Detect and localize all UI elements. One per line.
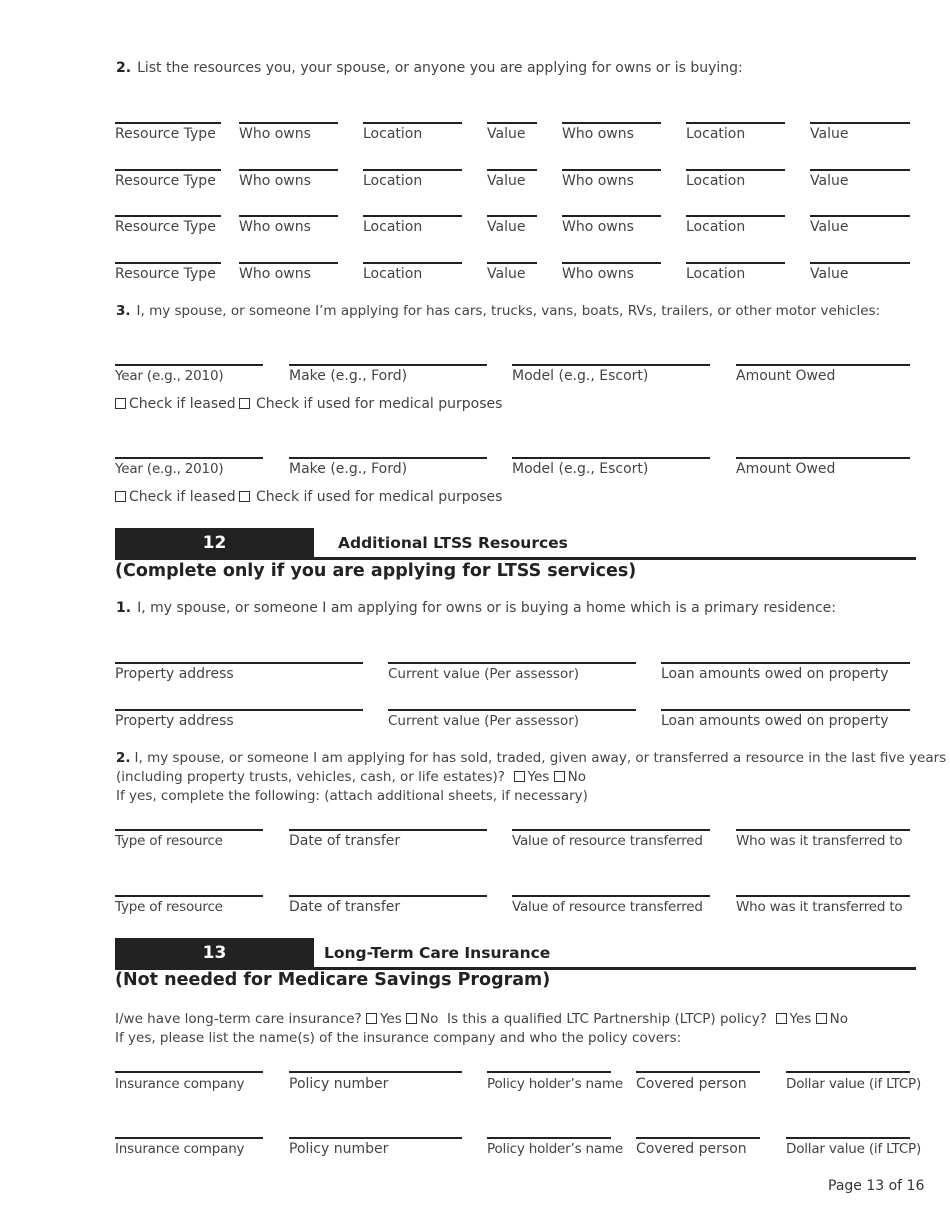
checkbox-label: Check if leased [129, 489, 236, 505]
field-line[interactable] [661, 662, 910, 664]
field-line[interactable] [239, 262, 338, 264]
field-line[interactable] [239, 169, 338, 171]
question-number: 3. [116, 303, 131, 319]
field-line[interactable] [636, 1071, 760, 1073]
question-number: 2. [116, 60, 132, 76]
question-text: If yes, please list the name(s) of the insurance company and who the policy covers: [115, 1030, 682, 1046]
question-text: (including property trusts, vehicles, cash, or life estates)? [116, 769, 505, 785]
question-text: I, my spouse, or someone I am applying for owns or is buying a home which is a primary residence: [137, 600, 836, 616]
field-line[interactable] [487, 1137, 611, 1139]
field-line[interactable] [289, 457, 487, 459]
field-line[interactable] [487, 262, 537, 264]
vehicles-question [116, 303, 880, 319]
field-label: Date of transfer [289, 833, 401, 849]
field-line[interactable] [736, 895, 910, 897]
field-line[interactable] [686, 215, 785, 217]
field-label: Loan amounts owed on property [661, 713, 889, 729]
checkbox-label: Check if leased [129, 396, 236, 412]
home-question [116, 600, 836, 616]
field-line[interactable] [562, 215, 661, 217]
checkbox-label: Yes [379, 1011, 402, 1027]
field-line[interactable] [289, 895, 487, 897]
field-line[interactable] [736, 364, 910, 366]
field-label: Policy holder’s name [487, 1076, 624, 1092]
field-line[interactable] [487, 215, 537, 217]
field-label: Resource Type [115, 219, 216, 235]
field-label: Dollar value (if LTCP) [786, 1141, 922, 1157]
field-line[interactable] [115, 1137, 263, 1139]
checkbox-box[interactable] [239, 491, 250, 502]
ltc-question [115, 1010, 848, 1048]
field-label: Make (e.g., Ford) [289, 461, 408, 477]
field-line[interactable] [562, 169, 661, 171]
field-label: Location [363, 219, 423, 235]
question-text: If yes, complete the following: (attach additional sheets, if necessary) [116, 788, 588, 804]
field-line[interactable] [810, 169, 910, 171]
question-text: I, my spouse, or someone I’m applying for has cars, trucks, vans, boats, RVs, trailers, or other motor vehicles: [136, 303, 881, 319]
field-label: Location [686, 219, 746, 235]
field-label: Insurance company [115, 1141, 245, 1157]
field-label: Amount Owed [736, 368, 836, 384]
checkbox-box[interactable] [115, 491, 126, 502]
field-label: Who was it transferred to [736, 899, 903, 915]
field-label: Resource Type [115, 126, 216, 142]
section-number: 12 [115, 528, 314, 558]
no-checkbox[interactable] [554, 769, 586, 785]
question-number: 2. [116, 750, 131, 766]
field-label: Model (e.g., Escort) [512, 368, 649, 384]
field-line[interactable] [388, 662, 636, 664]
field-label: Property address [115, 713, 234, 729]
field-label: Location [686, 266, 746, 282]
checkbox-box[interactable] [776, 1013, 787, 1024]
field-label: Location [363, 266, 423, 282]
field-line[interactable] [115, 1071, 263, 1073]
field-label: Type of resource [115, 899, 223, 915]
field-line[interactable] [115, 122, 221, 124]
page-number: Page 13 of 16 [828, 1178, 925, 1194]
checkbox-label: Yes [789, 1011, 812, 1027]
medical-purpose-checkbox[interactable] [239, 396, 502, 412]
field-line[interactable] [512, 895, 710, 897]
field-label: Value of resource transferred [512, 833, 703, 849]
field-label: Who was it transferred to [736, 833, 903, 849]
field-line[interactable] [115, 895, 263, 897]
field-label: Loan amounts owed on property [661, 666, 889, 682]
field-line[interactable] [487, 122, 537, 124]
field-label: Current value (Per assessor) [388, 666, 580, 682]
field-label: Model (e.g., Escort) [512, 461, 649, 477]
field-label: Value [487, 219, 526, 235]
field-line[interactable] [388, 709, 636, 711]
field-line[interactable] [115, 829, 263, 831]
field-line[interactable] [289, 1071, 462, 1073]
field-line[interactable] [736, 457, 910, 459]
checkbox-box[interactable] [366, 1013, 377, 1024]
field-line[interactable] [512, 364, 710, 366]
field-label: Covered person [636, 1141, 747, 1157]
field-label: Year (e.g., 2010) [115, 461, 224, 477]
field-label: Location [686, 173, 746, 189]
field-line[interactable] [686, 262, 785, 264]
field-line[interactable] [363, 262, 462, 264]
transfer-question [116, 749, 946, 806]
field-line[interactable] [115, 215, 221, 217]
field-line[interactable] [562, 122, 661, 124]
field-label: Value [810, 219, 849, 235]
checkbox-label: No [829, 1011, 848, 1027]
field-line[interactable] [289, 829, 487, 831]
resources-question [116, 60, 743, 76]
field-label: Location [363, 173, 423, 189]
field-line[interactable] [636, 1137, 760, 1139]
leased-checkbox[interactable] [115, 489, 236, 505]
field-line[interactable] [512, 457, 710, 459]
field-line[interactable] [289, 364, 487, 366]
field-line[interactable] [115, 364, 263, 366]
field-line[interactable] [786, 1071, 910, 1073]
field-label: Dollar value (if LTCP) [786, 1076, 922, 1092]
ltcp-no-checkbox[interactable] [816, 1011, 848, 1027]
field-label: Value of resource transferred [512, 899, 703, 915]
field-line[interactable] [115, 662, 363, 664]
checkbox-box[interactable] [239, 398, 250, 409]
checkbox-box[interactable] [406, 1013, 417, 1024]
leased-checkbox[interactable] [115, 396, 236, 412]
field-line[interactable] [562, 262, 661, 264]
field-label: Policy holder’s name [487, 1141, 624, 1157]
field-label: Type of resource [115, 833, 223, 849]
checkbox-label: Check if used for medical purposes [256, 489, 503, 505]
field-line[interactable] [115, 709, 363, 711]
field-label: Resource Type [115, 173, 216, 189]
field-label: Policy number [289, 1141, 389, 1157]
question-number: 1. [116, 600, 132, 616]
field-label: Value [487, 126, 526, 142]
field-label: Value [810, 266, 849, 282]
checkbox-label: Yes [527, 769, 550, 785]
section-number: 13 [115, 938, 314, 968]
ltc-no-checkbox[interactable] [406, 1011, 438, 1027]
section-title: Additional LTSS Resources [338, 534, 568, 552]
field-label: Value [487, 173, 526, 189]
field-label: Who owns [239, 126, 311, 142]
checkbox-box[interactable] [115, 398, 126, 409]
field-line[interactable] [363, 169, 462, 171]
field-label: Location [686, 126, 746, 142]
field-label: Location [363, 126, 423, 142]
field-label: Resource Type [115, 266, 216, 282]
field-line[interactable] [661, 709, 910, 711]
field-label: Make (e.g., Ford) [289, 368, 408, 384]
checkbox-box[interactable] [816, 1013, 827, 1024]
field-line[interactable] [487, 169, 537, 171]
field-line[interactable] [115, 262, 221, 264]
question-text: Is this a qualified LTC Partnership (LTCP) policy? [447, 1011, 767, 1027]
section-subtitle: (Complete only if you are applying for LTSS services) [115, 561, 637, 581]
checkbox-label: Check if used for medical purposes [256, 396, 503, 412]
field-line[interactable] [289, 1137, 462, 1139]
field-label: Who owns [239, 266, 311, 282]
field-label: Who owns [562, 173, 634, 189]
field-line[interactable] [736, 829, 910, 831]
field-label: Insurance company [115, 1076, 245, 1092]
field-label: Current value (Per assessor) [388, 713, 580, 729]
field-line[interactable] [512, 829, 710, 831]
field-label: Who owns [239, 219, 311, 235]
checkbox-box[interactable] [554, 771, 565, 782]
section-divider [115, 557, 916, 560]
field-label: Date of transfer [289, 899, 401, 915]
field-label: Amount Owed [736, 461, 836, 477]
field-label: Value [487, 266, 526, 282]
ltc-yes-checkbox[interactable] [366, 1011, 402, 1027]
checkbox-box[interactable] [514, 771, 525, 782]
field-line[interactable] [487, 1071, 611, 1073]
field-line[interactable] [363, 215, 462, 217]
field-line[interactable] [810, 122, 910, 124]
question-text: I, my spouse, or someone I am applying for has sold, traded, given away, or transferred a resource in the last five years [134, 750, 947, 766]
field-line[interactable] [686, 122, 785, 124]
field-label: Value [810, 173, 849, 189]
field-label: Property address [115, 666, 234, 682]
field-label: Who owns [562, 126, 634, 142]
question-text: I/we have long-term care insurance? [115, 1011, 362, 1027]
checkbox-label: No [420, 1011, 439, 1027]
field-label: Policy number [289, 1076, 389, 1092]
field-line[interactable] [786, 1137, 910, 1139]
field-label: Covered person [636, 1076, 747, 1092]
field-label: Who owns [562, 219, 634, 235]
field-label: Value [810, 126, 849, 142]
field-label: Who owns [239, 173, 311, 189]
question-text: List the resources you, your spouse, or anyone you are applying for owns or is buying: [137, 60, 743, 76]
ltcp-yes-checkbox[interactable] [776, 1011, 812, 1027]
yes-checkbox[interactable] [514, 769, 550, 785]
field-label: Year (e.g., 2010) [115, 368, 224, 384]
section-subtitle: (Not needed for Medicare Savings Program) [115, 970, 551, 990]
field-line[interactable] [810, 215, 910, 217]
checkbox-label: No [567, 769, 586, 785]
field-line[interactable] [363, 122, 462, 124]
field-line[interactable] [810, 262, 910, 264]
field-line[interactable] [686, 169, 785, 171]
field-line[interactable] [239, 122, 338, 124]
field-line[interactable] [115, 457, 263, 459]
field-line[interactable] [239, 215, 338, 217]
field-line[interactable] [115, 169, 221, 171]
field-label: Who owns [562, 266, 634, 282]
section-title: Long-Term Care Insurance [324, 944, 551, 962]
medical-purpose-checkbox[interactable] [239, 489, 502, 505]
